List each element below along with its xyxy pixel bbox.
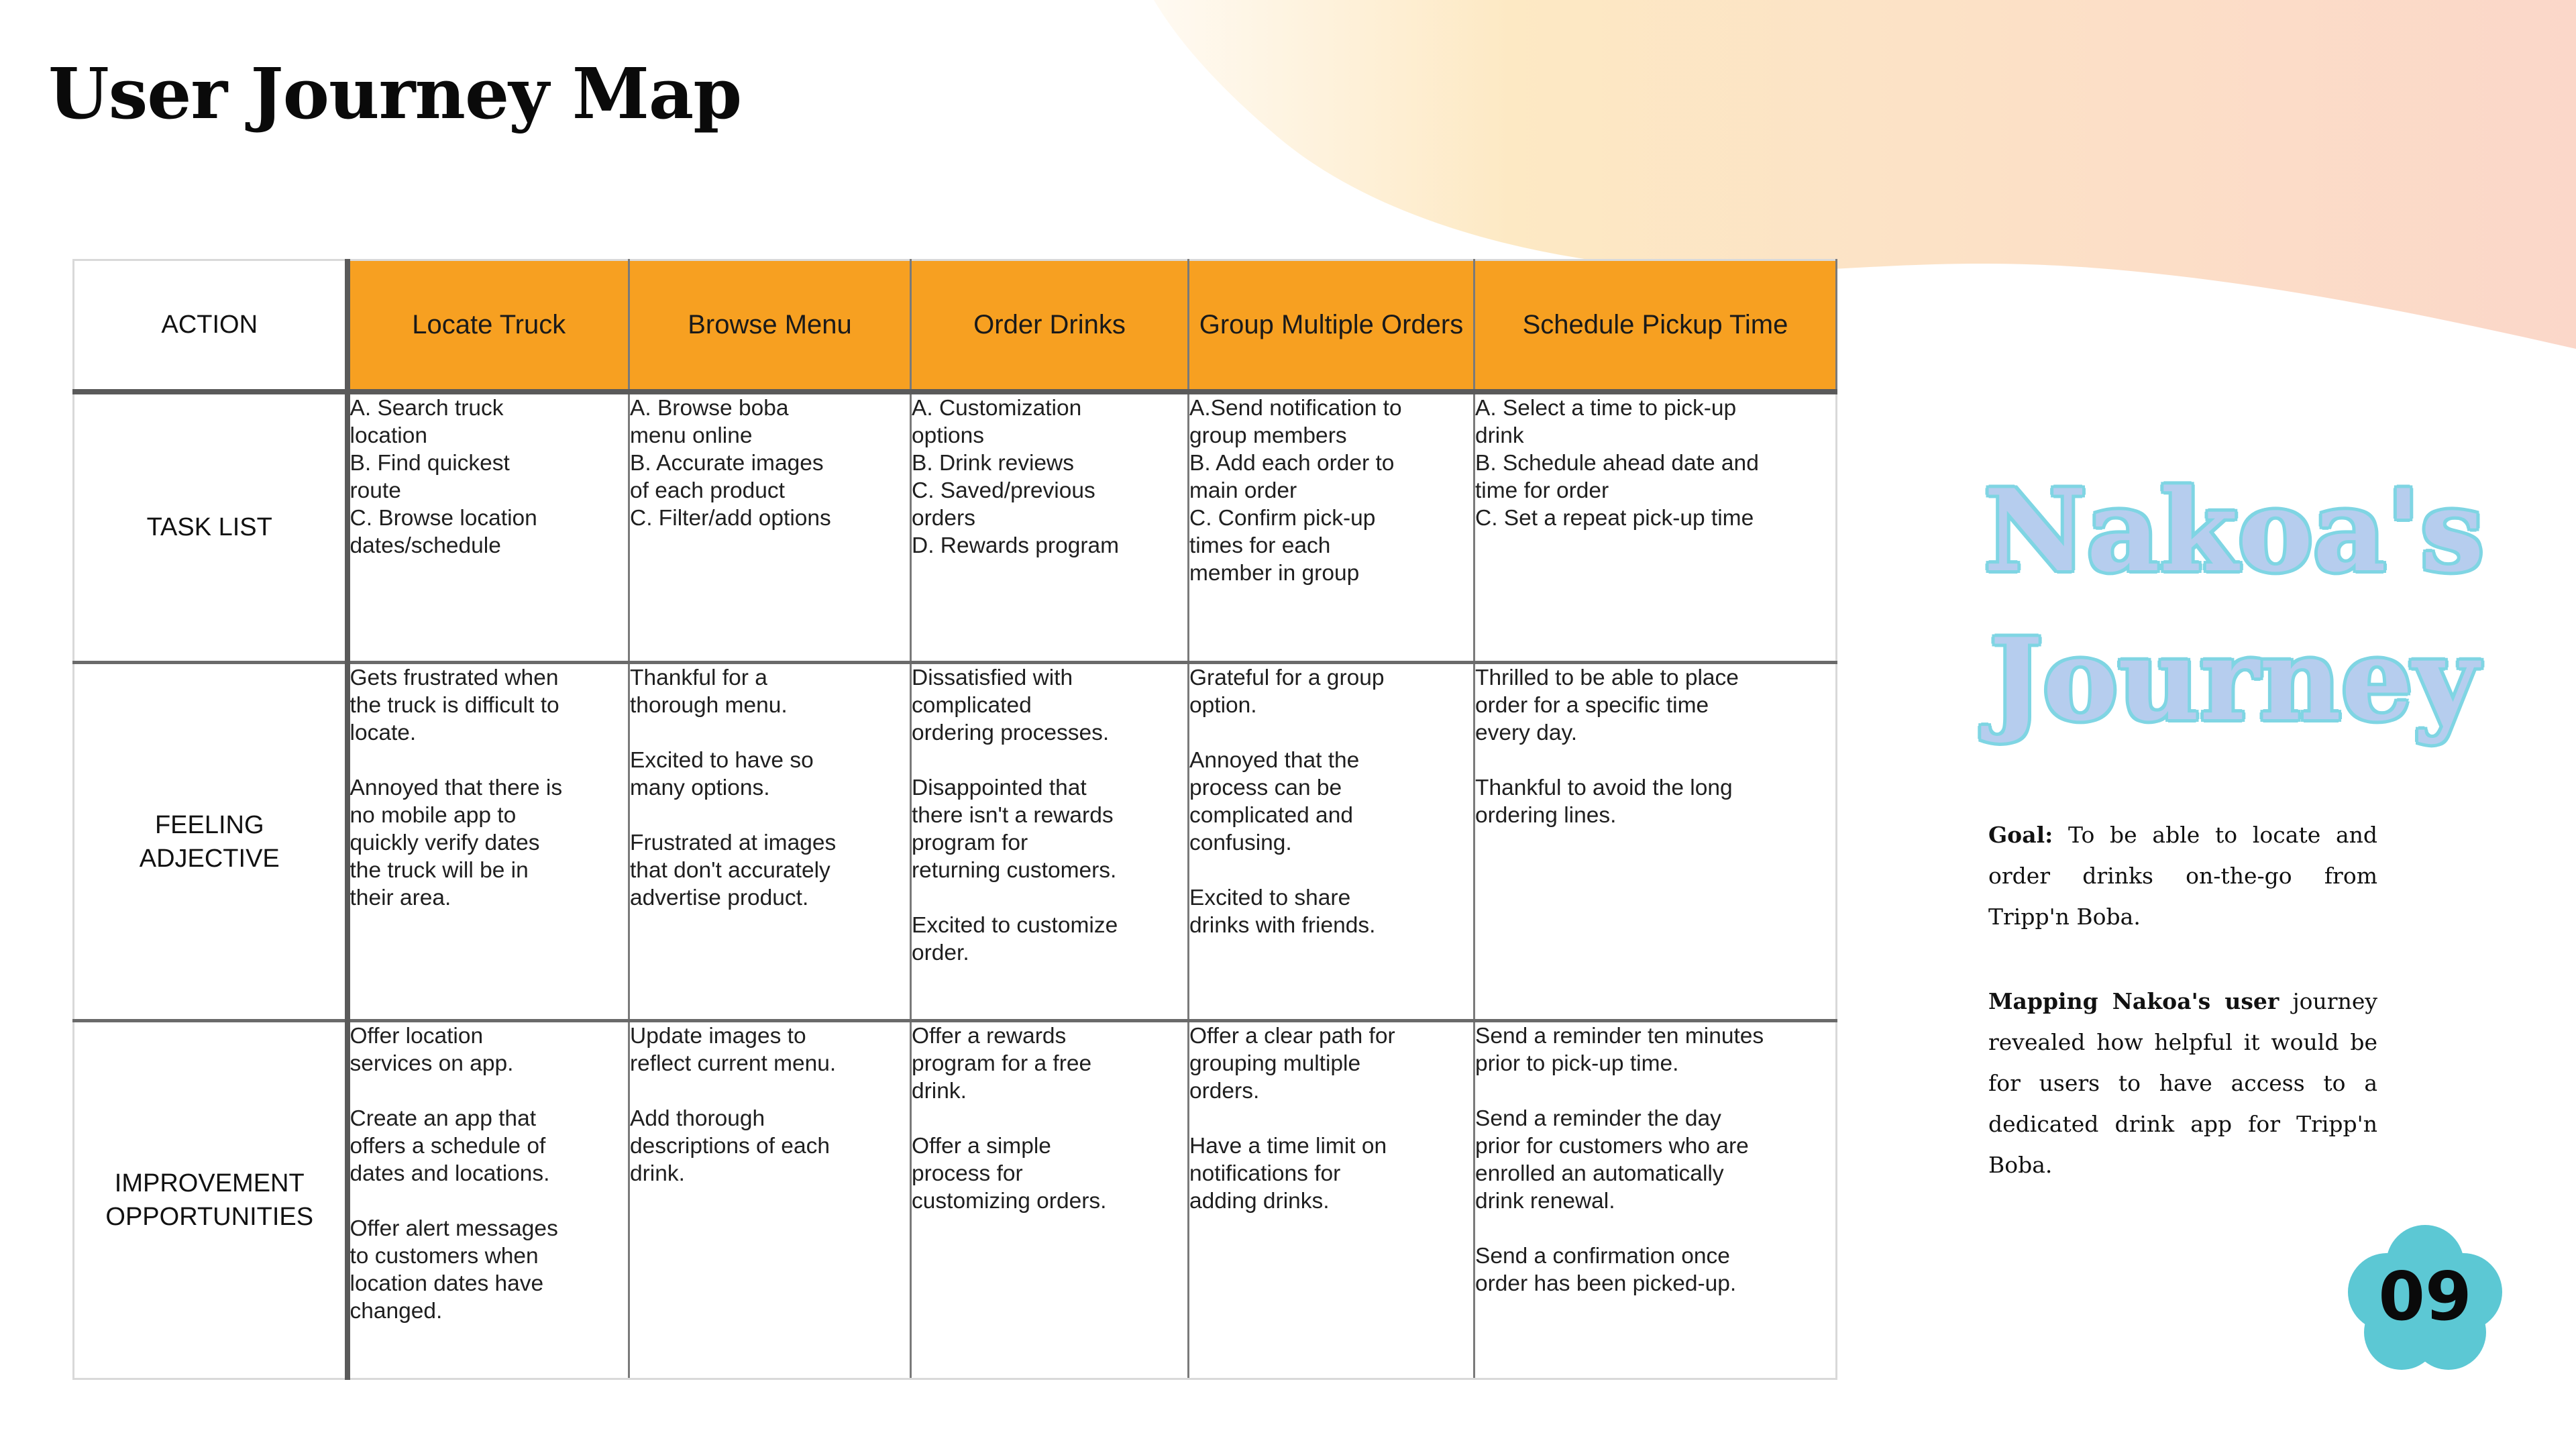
- feeling-cell-browse-menu: Thankful for a thorough menu. Excited to have so many options. Frustrated at images that don't accurately advertise product.: [629, 663, 911, 1021]
- task-cell-order-drinks: A. Customization options B. Drink reviews C. Saved/previous orders D. Rewards program: [911, 392, 1189, 663]
- column-header-locate-truck: Locate Truck: [347, 260, 629, 392]
- table-header-row: [74, 260, 1837, 392]
- column-header-order-drinks: Order Drinks: [911, 260, 1189, 392]
- task-cell-locate-truck: A. Search truck location B. Find quickest route C. Browse location dates/schedule: [347, 392, 629, 663]
- column-header-browse-menu: Browse Menu: [629, 260, 911, 392]
- journey-title-line-2: Journey: [1989, 613, 2479, 746]
- goal-text: To be able to locate and order drinks on-the-go from Tripp'n Boba.: [1988, 822, 2377, 930]
- column-header-schedule-pickup-time: Schedule Pickup Time: [1474, 260, 1837, 392]
- row-label-task-list: TASK LIST: [74, 392, 347, 663]
- mapping-insight: [1988, 981, 2377, 1185]
- column-header-group-multiple-orders: Group Multiple Orders: [1189, 260, 1474, 392]
- persona-journey-title: [1945, 456, 2522, 754]
- task-cell-group-orders: A.Send notification to group members B. Add each order to main order C. Confirm pick-up times for each member in group: [1189, 392, 1474, 663]
- improvement-cell-order-drinks: Offer a rewards program for a free drink. Offer a simple process for customizing orders.: [911, 1021, 1189, 1379]
- mapping-bold-lead: Mapping Nakoa's user: [1988, 988, 2279, 1014]
- page-number: 09: [2378, 1256, 2472, 1336]
- corner-action-label: ACTION: [74, 260, 347, 392]
- task-cell-browse-menu: A. Browse boba menu online B. Accurate images of each product C. Filter/add options: [629, 392, 911, 663]
- row-label-improvement-opportunities: IMPROVEMENT OPPORTUNITIES: [74, 1021, 347, 1379]
- goal-label: Goal:: [1988, 822, 2053, 848]
- goal-statement: [1988, 814, 2377, 937]
- feeling-cell-group-orders: Grateful for a group option. Annoyed that the process can be complicated and confusing. Excited to share drinks with friends.: [1189, 663, 1474, 1021]
- page-title: User Journey Map: [48, 52, 742, 135]
- improvement-cell-schedule-pickup: Send a reminder ten minutes prior to pick-up time. Send a reminder the day prior for customers who are enrolled an automatically drink renewal. Send a confirmation once order has been picked-up.: [1474, 1021, 1837, 1379]
- improvement-cell-browse-menu: Update images to reflect current menu. Add thorough descriptions of each drink.: [629, 1021, 911, 1379]
- feeling-cell-schedule-pickup: Thrilled to be able to place order for a specific time every day. Thankful to avoid the long ordering lines.: [1474, 663, 1837, 1021]
- improvement-cell-group-orders: Offer a clear path for grouping multiple orders. Have a time limit on notifications for adding drinks.: [1189, 1021, 1474, 1379]
- feeling-cell-order-drinks: Dissatisfied with complicated ordering processes. Disappointed that there isn't a rewards program for returning customers. Excited to customize order.: [911, 663, 1189, 1021]
- feeling-cell-locate-truck: Gets frustrated when the truck is difficult to locate. Annoyed that there is no mobile app to quickly verify dates the truck will be in their area.: [347, 663, 629, 1021]
- improvement-cell-locate-truck: Offer location services on app. Create an app that offers a schedule of dates and locations. Offer alert messages to customers when location dates have changed.: [347, 1021, 629, 1379]
- task-cell-schedule-pickup: A. Select a time to pick-up drink B. Schedule ahead date and time for order C. Set a repeat pick-up time: [1474, 392, 1837, 663]
- table-row-improvement-opportunities: [74, 1021, 1837, 1379]
- journey-map-table: [72, 259, 1837, 1380]
- journey-title-line-1: Nakoa's: [1984, 464, 2484, 597]
- page-number-badge: [2345, 1220, 2505, 1373]
- table-row-feeling-adjective: [74, 663, 1837, 1021]
- table-row-task-list: [74, 392, 1837, 663]
- mapping-text: journey revealed how helpful it would be for users to have access to a dedicated drink app for Tripp'n Boba.: [1988, 988, 2377, 1178]
- row-label-feeling-adjective: FEELING ADJECTIVE: [74, 663, 347, 1021]
